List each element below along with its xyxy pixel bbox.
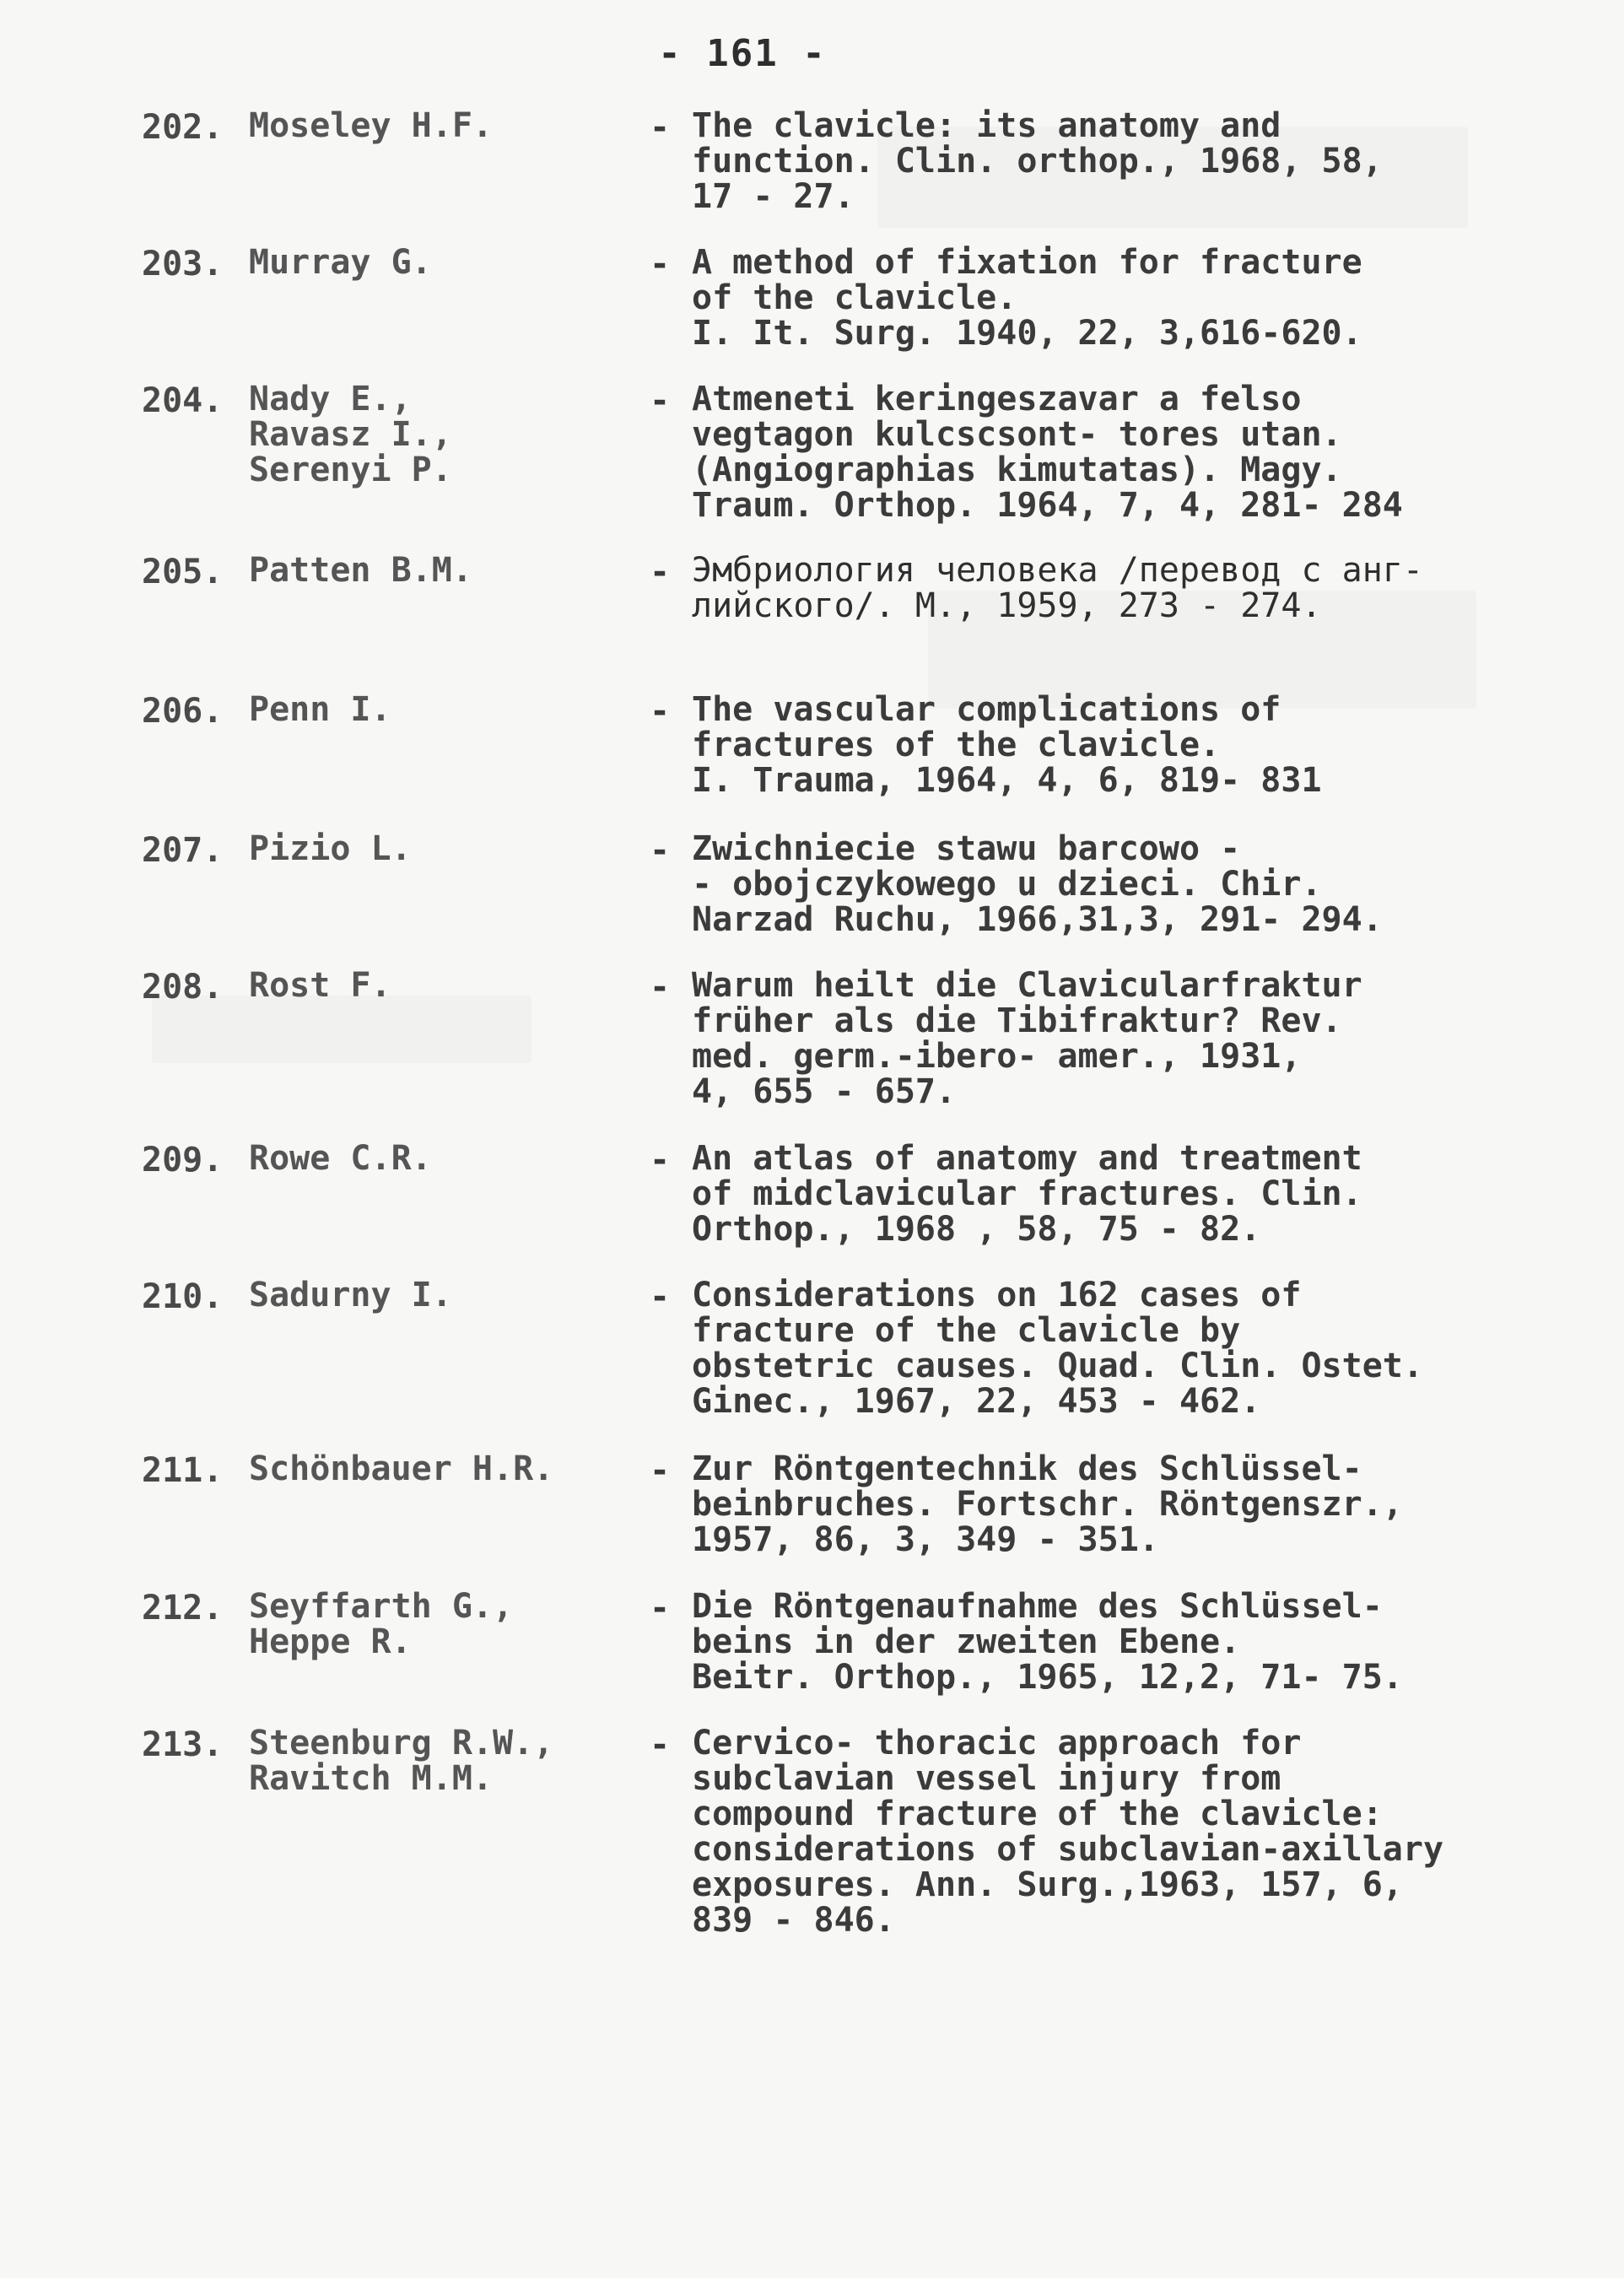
entry-citation: An atlas of anatomy and treatment of midclavicular fractures. Clin. Orthop., 1968 , 58, 75 - 82. <box>692 1139 1362 1249</box>
entry-dash: - <box>650 381 671 420</box>
entry-dash: - <box>650 968 671 1007</box>
entry-author: Rost F. <box>249 966 391 1005</box>
entry-number: 207. <box>142 831 224 870</box>
entry-citation: Эмбриология человека /перевод с анг- лийского/. М., 1959, 273 - 274. <box>692 551 1423 625</box>
entry-author: Schönbauer H.R. <box>249 1449 554 1488</box>
entry-number: 210. <box>142 1277 224 1316</box>
entry-author: Moseley H.F. <box>249 106 493 145</box>
entry-author: Pizio L. <box>249 829 412 868</box>
entry-author: Seyffarth G., Heppe R. <box>249 1587 514 1661</box>
entry-number: 202. <box>142 108 224 147</box>
entry-citation: Warum heilt die Clavicularfraktur früher als die Tibifraktur? Rev. med. germ.-ibero- amer., 1931, 4, 655 - 657. <box>692 966 1362 1111</box>
entry-dash: - <box>650 1451 671 1490</box>
entry-dash: - <box>650 1277 671 1316</box>
entry-number: 212. <box>142 1589 224 1628</box>
entry-author: Murray G. <box>249 243 432 282</box>
entry-citation: Atmeneti keringeszavar a felso vegtagon kulcscsont- tores utan. (Angiographias kimutatas). Magy. Traum. Orthop. 1964, 7, 4, 281- 284 <box>692 380 1403 525</box>
entry-dash: - <box>650 1141 671 1179</box>
entry-dash: - <box>650 1725 671 1764</box>
entry-dash: - <box>650 692 671 731</box>
entry-dash: - <box>650 553 671 591</box>
entry-author: Sadurny I. <box>249 1276 452 1314</box>
entry-author: Steenburg R.W., Ravitch M.M. <box>249 1724 554 1798</box>
entry-dash: - <box>650 108 671 147</box>
entry-citation: Considerations on 162 cases of fracture of the clavicle by obstetric causes. Quad. Clin. Ostet. Ginec., 1967, 22, 453 - 462. <box>692 1276 1423 1421</box>
entry-citation: A method of fixation for fracture of the clavicle. I. It. Surg. 1940, 22, 3,616-620. <box>692 243 1362 353</box>
entry-author: Rowe C.R. <box>249 1139 432 1178</box>
entry-dash: - <box>650 245 671 283</box>
entry-dash: - <box>650 1589 671 1628</box>
entry-number: 213. <box>142 1725 224 1764</box>
entry-number: 209. <box>142 1141 224 1179</box>
entry-citation: The vascular complications of fractures of the clavicle. I. Trauma, 1964, 4, 6, 819- 831 <box>692 690 1322 800</box>
entry-dash: - <box>650 831 671 870</box>
entry-number: 211. <box>142 1451 224 1490</box>
entry-citation: Die Röntgenaufnahme des Schlüssel- beins in der zweiten Ebene. Beitr. Orthop., 1965, 12,2, 71- 75. <box>692 1587 1403 1697</box>
entry-citation: Zwichniecie stawu barcowo - - obojczykowego u dzieci. Chir. Narzad Ruchu, 1966,31,3, 291- 294. <box>692 829 1383 939</box>
page-number: - 161 - <box>658 32 827 75</box>
entry-author: Patten B.M. <box>249 551 472 590</box>
entry-number: 208. <box>142 968 224 1007</box>
entry-citation: Cervico- thoracic approach for subclavian vessel injury from compound fracture of the clavicle: considerations of subclavian-axillary exposures. Ann. Surg.,1963, 157, 6, 839 - 846. <box>692 1724 1444 1940</box>
entry-author: Nady E., Ravasz I., Serenyi P. <box>249 380 452 489</box>
entry-number: 204. <box>142 381 224 420</box>
entry-number: 203. <box>142 245 224 283</box>
entry-citation: Zur Röntgentechnik des Schlüssel- beinbruches. Fortschr. Röntgenszr., 1957, 86, 3, 349 - 351. <box>692 1449 1403 1559</box>
entry-number: 205. <box>142 553 224 591</box>
entry-author: Penn I. <box>249 690 391 729</box>
entry-citation: The clavicle: its anatomy and function. Clin. orthop., 1968, 58, 17 - 27. <box>692 106 1383 216</box>
entry-number: 206. <box>142 692 224 731</box>
